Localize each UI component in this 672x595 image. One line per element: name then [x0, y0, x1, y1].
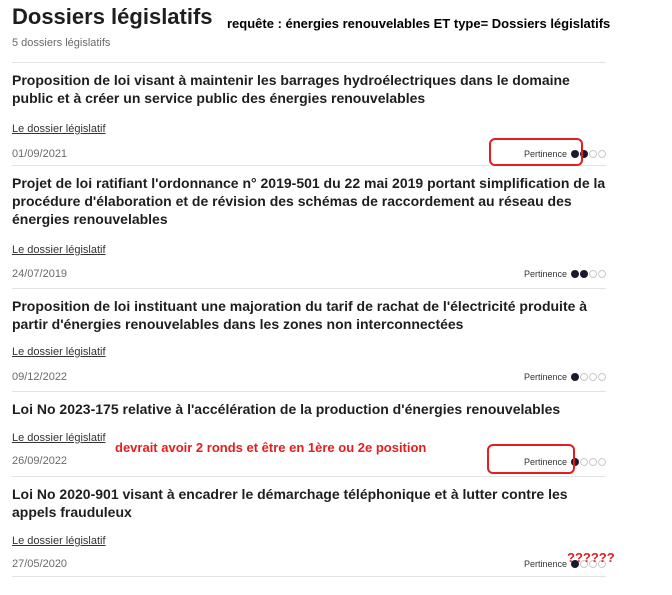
highlight-box-relevance-1 [489, 138, 583, 166]
relevance-dot-empty [589, 270, 597, 278]
list-item [12, 476, 606, 577]
list-item [12, 288, 606, 391]
relevance-dot-empty [580, 373, 588, 381]
relevance-label: Pertinence [523, 457, 567, 467]
item-date: 27/05/2020 [12, 558, 68, 570]
relevance-label: Pertinence [523, 149, 567, 159]
relevance-dot-filled [571, 373, 579, 381]
item-date: 24/07/2019 [12, 268, 68, 280]
item-title[interactable]: Loi No 2023-175 relative à l'accélération de la production d'énergies renouvelables [12, 401, 561, 417]
relevance-indicator [524, 269, 606, 279]
dossier-link[interactable]: Le dossier législatif [12, 535, 106, 547]
query-annotation: requête : énergies renouvelables ET type= Dossiers législatifs [227, 16, 611, 31]
item-title[interactable]: Loi No 2020-901 visant à encadrer le démarchage téléphonique et à lutter contre les appels frauduleux [12, 486, 568, 520]
dossier-link[interactable]: Le dossier législatif [12, 346, 106, 358]
relevance-dot-empty [589, 458, 597, 466]
relevance-label: Pertinence [523, 559, 567, 569]
relevance-dot-empty [598, 373, 606, 381]
relevance-dot-empty [598, 458, 606, 466]
relevance-dot-empty [598, 150, 606, 158]
relevance-dot-filled [580, 270, 588, 278]
item-date: 26/09/2022 [12, 455, 68, 467]
dossier-link[interactable]: Le dossier législatif [12, 244, 106, 256]
item-title[interactable]: Projet de loi ratifiant l'ordonnance n° 2019-501 du 22 mai 2019 portant simplification de la procédure d'élaboration et de révision des schémas de raccordement au réseau des énergies renouvelables [12, 175, 606, 227]
result-count: 5 dossiers législatifs [12, 37, 111, 49]
red-comment-annotation: devrait avoir 2 ronds et être en 1ère ou 2e position [115, 440, 427, 455]
relevance-dot-empty [589, 150, 597, 158]
red-question-annotation: ?????? [567, 550, 615, 565]
relevance-label: Pertinence [523, 372, 567, 382]
page-title: Dossiers législatifs [12, 4, 213, 29]
list-item [12, 165, 606, 288]
relevance-indicator [524, 372, 606, 382]
dossier-link[interactable]: Le dossier législatif [12, 432, 106, 444]
dossier-link[interactable]: Le dossier législatif [12, 123, 106, 135]
item-title[interactable]: Proposition de loi visant à maintenir les barrages hydroélectriques dans le domaine public et à créer un service public des énergies renouvelables [12, 72, 570, 106]
highlight-box-relevance-4 [487, 444, 575, 474]
relevance-dot-empty [580, 458, 588, 466]
item-date: 01/09/2021 [12, 148, 68, 160]
item-date: 09/12/2022 [12, 371, 68, 383]
item-title[interactable]: Proposition de loi instituant une majoration du tarif de rachat de l'électricité produite à partir d'énergies renouvelables dans les zones non interconnectées [12, 298, 588, 332]
relevance-dot-empty [598, 270, 606, 278]
relevance-dot-empty [589, 373, 597, 381]
relevance-label: Pertinence [523, 269, 567, 279]
relevance-dot-filled [571, 270, 579, 278]
